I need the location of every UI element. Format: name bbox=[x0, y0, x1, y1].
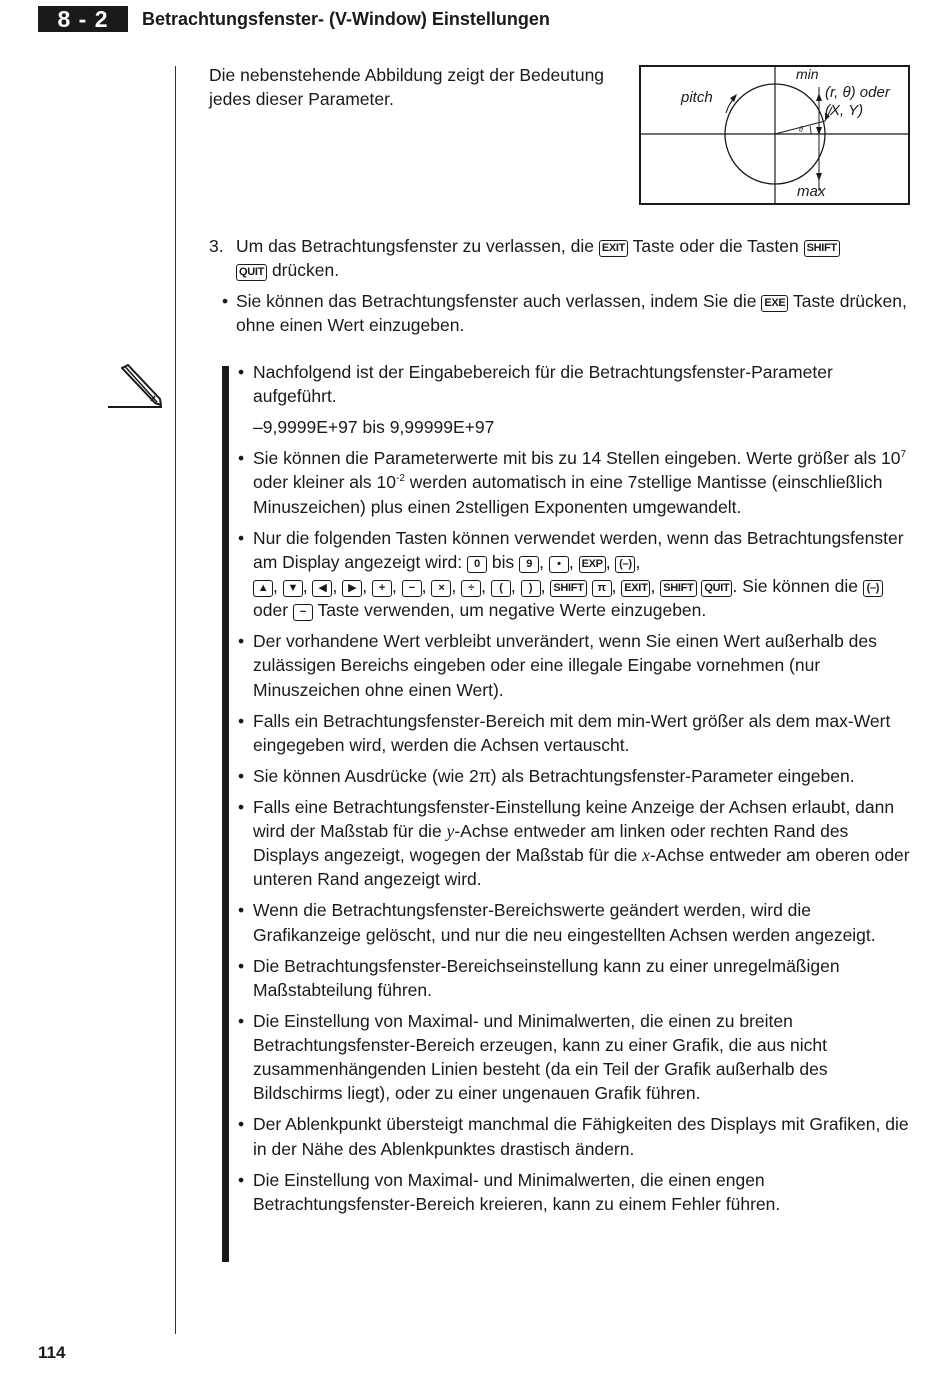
note-keys-part1: Nur die folgenden Tasten können verwendet werden, wenn das Betrachtungsfenster am Display angezeigt wird: bbox=[253, 527, 904, 572]
exponent-7: 7 bbox=[900, 449, 907, 461]
key-0-icon: 0 bbox=[467, 556, 487, 573]
note-digits-part1: Sie können die Parameterwerte mit bis zu 14 Stellen eingeben. Werte größer als 10 bbox=[253, 448, 901, 469]
note-digits-part3: werden automatisch in eine 7stellige Mantisse (einschließlich Minuszeichen) plus einen 2stelligen Exponenten umgewandelt. bbox=[253, 472, 883, 517]
note-clear bbox=[238, 898, 914, 946]
note-narrow-range bbox=[238, 1168, 914, 1216]
note-clear-text: Wenn die Betrachtungsfenster-Bereichswerte geändert werden, wird die Grafikanzeige gelöscht, und nur die neu eingestellten Achsen werden angezeigt. bbox=[253, 900, 876, 945]
exponent-minus-2: -2 bbox=[396, 473, 405, 485]
decimal-point-key-icon: • bbox=[549, 556, 569, 573]
exit-key-icon: EXIT bbox=[599, 240, 628, 257]
note-deflection bbox=[238, 1112, 914, 1160]
v-window-diagram bbox=[639, 65, 910, 205]
bullet-icon: • bbox=[238, 955, 245, 976]
note-keys-cursor-row: ▲ , ▼ , ◀ , ▶ , + , − , × , ÷ , ( , ) , SHIFT π , EXIT , SHIFT QUIT . bbox=[253, 576, 737, 596]
note-invalid-text: Der vorhandene Wert verbleibt unverändert, wenn Sie einen Wert außerhalb des zulässigen Bereichs eingeben oder eine illegale Eingabe vornehmen (nur Minuszeichen ohne einen Wert). bbox=[253, 631, 877, 700]
note-range-value: –9,9999E+97 bis 9,99999E+97 bbox=[253, 417, 495, 438]
exit-exe-text-part2: Taste drücken, ohne einen Wert einzugeben. bbox=[236, 291, 907, 335]
note-range bbox=[238, 360, 914, 408]
diagram-label-max: max bbox=[797, 183, 826, 200]
shift-key-icon: SHIFT bbox=[550, 580, 586, 597]
exit-exe-bullet bbox=[222, 289, 912, 337]
step-3 bbox=[209, 234, 909, 282]
negative-key-icon: (–) bbox=[863, 580, 883, 597]
margin-rule bbox=[175, 66, 176, 1334]
note-axes-swap bbox=[238, 709, 914, 757]
times-key-icon: × bbox=[431, 580, 451, 597]
step-3-text-part2: Taste oder die Tasten bbox=[632, 236, 799, 256]
note-keys-part2: Sie können die bbox=[742, 576, 858, 597]
exit-key-icon: EXIT bbox=[621, 580, 650, 597]
key-9-icon: 9 bbox=[519, 556, 539, 573]
exit-exe-text-part1: Sie können das Betrachtungsfenster auch verlassen, indem Sie die bbox=[236, 291, 757, 311]
page-number: 114 bbox=[38, 1343, 66, 1362]
pi-key-icon: π bbox=[592, 580, 612, 597]
y-variable: y bbox=[446, 821, 455, 842]
intro-paragraph: Die nebenstehende Abbildung zeigt der Bedeutung jedes dieser Parameter. bbox=[209, 65, 605, 109]
divide-key-icon: ÷ bbox=[461, 580, 481, 597]
note-irregular-text: Die Betrachtungsfenster-Bereichseinstellung kann zu einer unregelmäßigen Maßstabteilung führen. bbox=[253, 955, 840, 1000]
bullet-icon: • bbox=[238, 765, 245, 786]
exit-exe-bullet-text bbox=[236, 289, 912, 337]
diagram-label-theta: θ bbox=[799, 125, 803, 134]
minus-key-icon: − bbox=[402, 580, 422, 597]
note-swap-text: Falls ein Betrachtungsfenster-Bereich mit dem min-Wert größer als dem max-Wert eingegeben wird, werden die Achsen vertauscht. bbox=[253, 710, 891, 755]
quit-key-icon: QUIT bbox=[236, 264, 267, 281]
section-number-badge: 8 - 2 bbox=[38, 6, 128, 32]
diagram-label-coords-2: (X, Y) bbox=[825, 102, 864, 119]
note-expr-text: Sie können Ausdrücke (wie 2π) als Betrachtungsfenster-Parameter eingeben. bbox=[253, 765, 855, 786]
step-3-text-part3: drücken. bbox=[271, 260, 340, 280]
section-title: Betrachtungsfenster- (V-Window) Einstellungen bbox=[142, 9, 550, 29]
note-bar bbox=[222, 366, 229, 1262]
bullet-icon: • bbox=[238, 362, 245, 382]
step-3-text bbox=[236, 234, 909, 282]
note-axes-part3: -Achse entweder am oberen oder unteren Rand angezeigt wird. bbox=[253, 845, 910, 890]
plus-key-icon: + bbox=[372, 580, 392, 597]
bullet-icon: • bbox=[238, 448, 245, 469]
bullet-icon: • bbox=[238, 1114, 245, 1135]
close-paren-key-icon: ) bbox=[521, 580, 541, 597]
negative-key-icon: (–) bbox=[615, 556, 635, 573]
bullet-icon: • bbox=[238, 710, 245, 731]
note-expressions bbox=[238, 764, 914, 788]
note-axes-part2: -Achse entweder am linken oder rechten Rand des Displays angezeigt, wogegen der Maßstab für die bbox=[253, 821, 849, 866]
exe-key-icon: EXE bbox=[761, 295, 788, 312]
bullet-icon: • bbox=[238, 900, 245, 921]
bullet-icon: • bbox=[238, 527, 245, 548]
diagram-label-pitch: pitch bbox=[681, 89, 713, 106]
note-keys: • Nur die folgenden Tasten können verwendet werden, wenn das Betrachtungsfenster am Display angezeigt wird: 0 bis 9 , • , EXP , (–) , ▲ , ▼ , ◀ , ▶ , + , − , × , ÷ , ( , ) , SHIFT π , EXIT , SHIFT QUIT . Sie können die (–) oder − Taste verwenden, um negative Werte einzugeben. bbox=[238, 527, 904, 621]
down-arrow-key-icon: ▼ bbox=[283, 580, 303, 597]
note-digits-part2: oder kleiner als 10 bbox=[253, 472, 396, 493]
exp-key-icon: EXP bbox=[579, 556, 606, 573]
note-narrow-text: Die Einstellung von Maximal- und Minimalwerten, die einen engen Betrachtungsfenster-Bereich kreieren, kann zu einem Fehler führen. bbox=[253, 1169, 781, 1214]
bullet-icon: • bbox=[222, 291, 229, 311]
step-number: 3. bbox=[209, 236, 224, 256]
pencil-note-icon bbox=[106, 364, 164, 410]
quit-key-icon: QUIT bbox=[701, 580, 732, 597]
shift-key-icon: SHIFT bbox=[660, 580, 696, 597]
bullet-icon: • bbox=[238, 631, 245, 652]
note-deflection-text: Der Ablenkpunkt übersteigt manchmal die Fähigkeiten des Displays mit Grafiken, die in der Nähe des Ablenkpunktes drastisch ändern. bbox=[253, 1114, 909, 1159]
note-digits bbox=[238, 446, 914, 519]
note-axes-part1: Falls eine Betrachtungsfenster-Einstellung keine Anzeige der Achsen erlaubt, dann wird der Maßstab für die bbox=[253, 796, 895, 842]
note-keys-oder: oder bbox=[253, 600, 289, 621]
up-arrow-key-icon: ▲ bbox=[253, 580, 273, 597]
minus-key-icon: − bbox=[293, 604, 313, 621]
note-keys-bis: bis bbox=[491, 551, 515, 572]
shift-key-icon: SHIFT bbox=[804, 240, 840, 257]
note-keys-part3: Taste verwenden, um negative Werte einzugeben. bbox=[317, 600, 707, 621]
note-invalid-input bbox=[238, 629, 914, 702]
note-wide-text: Die Einstellung von Maximal- und Minimalwerten, die einen zu breiten Betrachtungsfenster-Bereich erzeugen, kann zu einer Grafik, die aus nicht zusammenhängenden Linien besteht (da ein Teil der Grafik außerhalb des Bildschirms liegt), oder zu einer ungenauen Grafik führen. bbox=[253, 1010, 828, 1104]
bullet-icon: • bbox=[238, 796, 245, 817]
diagram-label-min: min bbox=[796, 66, 819, 82]
diagram-label-coords-1: (r, θ) oder bbox=[825, 84, 890, 101]
notes-list bbox=[238, 360, 914, 1223]
note-wide-range bbox=[238, 1009, 914, 1106]
right-arrow-key-icon: ▶ bbox=[342, 580, 362, 597]
step-3-text-part1: Um das Betrachtungsfenster zu verlassen, die bbox=[236, 236, 594, 256]
bullet-icon: • bbox=[238, 1169, 245, 1190]
left-arrow-key-icon: ◀ bbox=[312, 580, 332, 597]
note-axes-scale bbox=[238, 795, 914, 892]
note-irregular-scale bbox=[238, 954, 914, 1002]
note-range-text: Nachfolgend ist der Eingabebereich für die Betrachtungsfenster-Parameter aufgeführt. bbox=[253, 362, 833, 407]
open-paren-key-icon: ( bbox=[491, 580, 511, 597]
x-variable: x bbox=[642, 845, 650, 866]
bullet-icon: • bbox=[238, 1010, 245, 1031]
